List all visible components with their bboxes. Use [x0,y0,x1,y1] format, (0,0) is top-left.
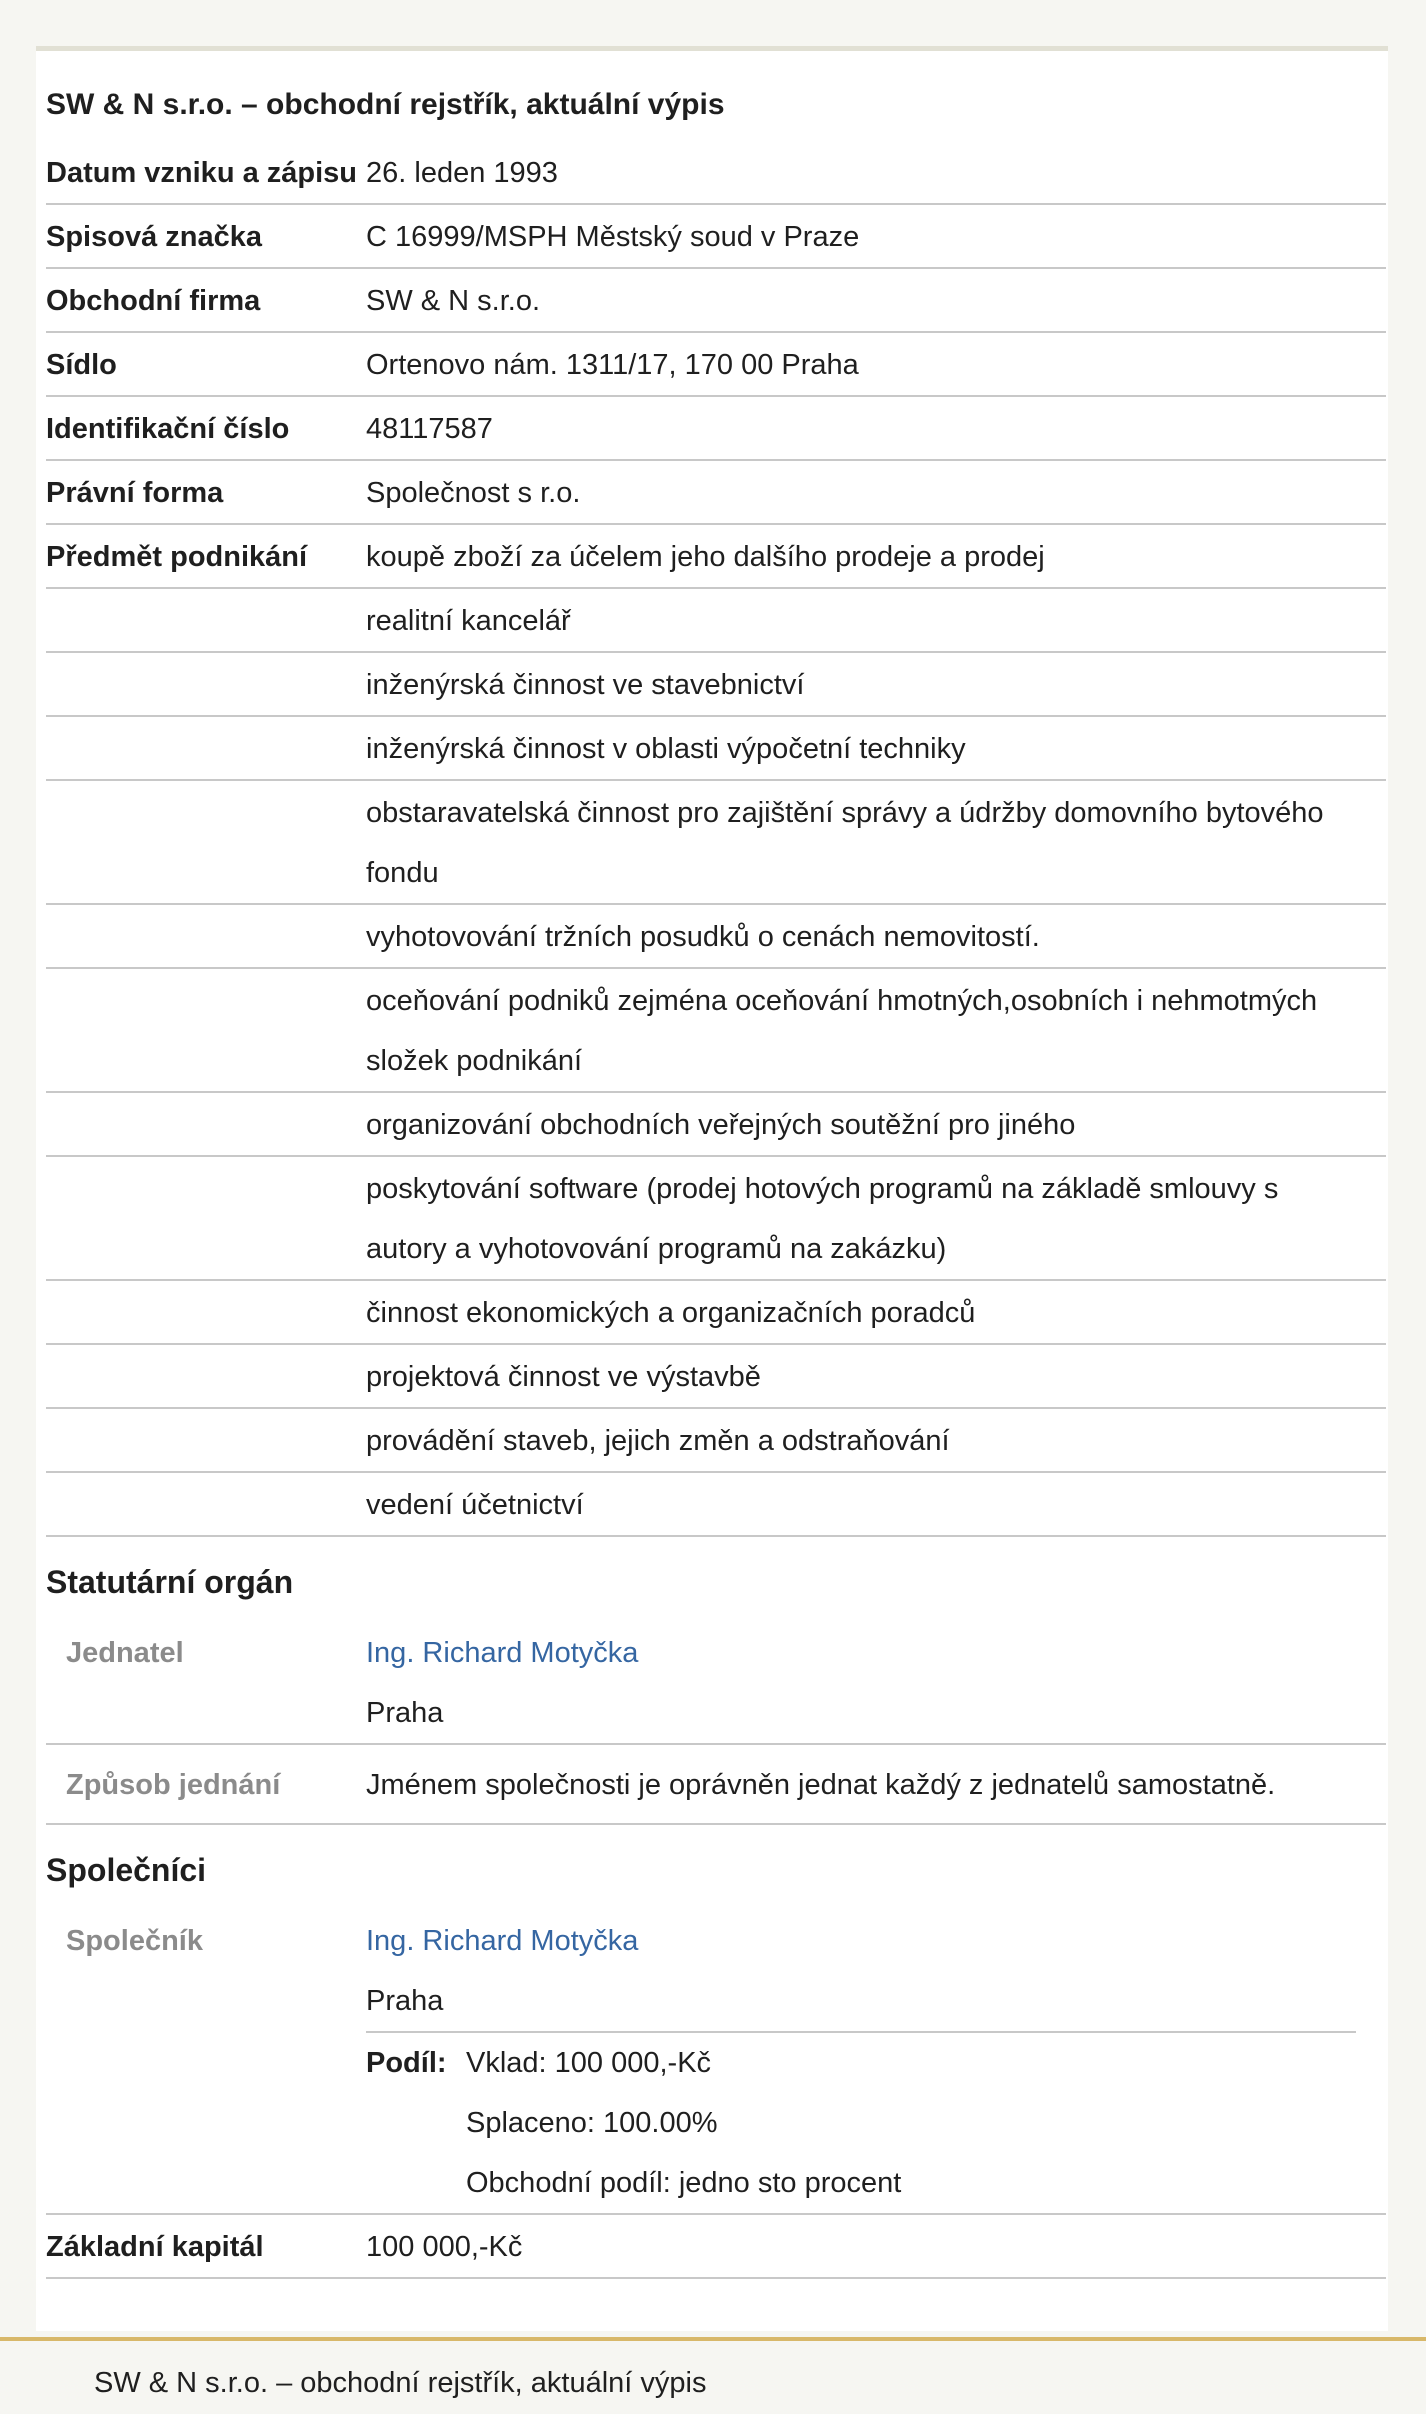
list-item: obstaravatelská činnost pro zajištění správy a údržby domovního bytového fondu [366,797,1324,889]
section-title-spolecnici: Společníci [46,1852,207,1888]
spolecnik-label: Společník [66,1925,203,1957]
row-label-empty [46,717,366,779]
spolecnik-city: Praha [366,1985,444,2017]
zpusob-value: Jménem společnosti je oprávněn jednat každý z jednatelů samostatně. [366,1769,1276,1801]
row-predmet [46,1281,1386,1345]
row-predmet [46,905,1386,969]
list-item: činnost ekonomických a organizačních poradců [366,1297,976,1329]
row-value: 26. leden 1993 [366,157,558,189]
row-predmet [46,525,1386,589]
list-item: organizování obchodních veřejných soutěžní pro jiného [366,1109,1076,1141]
list-item: inženýrská činnost v oblasti výpočetní techniky [366,733,966,765]
page-title: SW & N s.r.o. – obchodní rejstřík, aktuální výpis [46,88,725,121]
row-label: Předmět podnikání [46,541,308,573]
row-predmet [46,1093,1386,1157]
row-predmet [46,1473,1386,1537]
row-value: SW & N s.r.o. [366,285,541,317]
list-item: koupě zboží za účelem jeho dalšího prodeje a prodej [366,541,1045,573]
row-label-empty [46,589,366,651]
row-label-empty [46,1473,366,1535]
row-jednatel [46,1621,1386,1745]
jednatel-label: Jednatel [66,1637,184,1669]
section-title-statutarni: Statutární orgán [46,1564,294,1600]
footer [0,2337,1426,2414]
row-predmet [46,717,1386,781]
row-label: Datum vzniku a zápisu [46,157,358,189]
row-predmet [46,1345,1386,1409]
row-firma [46,269,1386,333]
list-item: provádění staveb, jejich změn a odstraňování [366,1425,950,1457]
list-item: inženýrská činnost ve stavebnictví [366,669,805,701]
jednatel-city: Praha [366,1697,444,1729]
list-item: projektová činnost ve výstavbě [366,1361,761,1393]
row-spisova [46,205,1386,269]
row-label-empty [46,1157,366,1279]
row-label-empty [46,1281,366,1343]
row-pravni-forma [46,461,1386,525]
list-item: poskytování software (prodej hotových programů na základě smlouvy s autory a vyhotovování programů na zakázku) [366,1173,1279,1265]
row-predmet [46,1409,1386,1473]
row-label: Identifikační číslo [46,413,290,445]
row-value: Společnost s r.o. [366,477,581,509]
vklad: Vklad: 100 000,-Kč [466,2047,712,2079]
register-content [46,51,1386,2279]
footer-title: SW & N s.r.o. – obchodní rejstřík, aktuální výpis [94,2367,707,2399]
row-value: C 16999/MSPH Městský soud v Praze [366,221,860,253]
list-item: vyhotovování tržních posudků o cenách nemovitostí. [366,921,1040,953]
row-datum [46,141,1386,205]
jednatel-name-link[interactable]: Ing. Richard Motyčka [366,1637,639,1669]
row-predmet [46,653,1386,717]
row-value: Ortenovo nám. 1311/17, 170 00 Praha [366,349,859,381]
row-label-empty [46,969,366,1091]
splaceno: Splaceno: 100.00% [466,2107,718,2139]
row-label-empty [46,653,366,715]
list-item: vedení účetnictví [366,1489,584,1521]
row-value: 48117587 [366,413,493,445]
row-zpusob-jednani [46,1745,1386,1825]
row-label: Sídlo [46,349,117,381]
jednatel-value [366,1621,1386,1743]
obchodni-podil: Obchodní podíl: jedno sto procent [466,2167,902,2199]
register-panel [36,46,1388,2331]
row-predmet [46,589,1386,653]
zpusob-label: Způsob jednání [66,1769,281,1801]
row-label: Obchodní firma [46,285,261,317]
row-predmet [46,969,1386,1093]
row-label: Spisová značka [46,221,262,253]
row-sidlo [46,333,1386,397]
row-zakladni-kapital [46,2215,1386,2279]
podil-lines [466,2033,1356,2213]
row-label-empty [46,1345,366,1407]
spolecnik-value [366,1909,1386,2213]
row-label-empty [46,905,366,967]
row-label-empty [46,781,366,903]
row-predmet [46,781,1386,905]
podil-label: Podíl: [366,2047,447,2079]
list-item: oceňování podniků zejména oceňování hmotných,osobních i nehmotmých složek podnikání [366,985,1318,1077]
row-predmet [46,1157,1386,1281]
row-label-empty [46,1093,366,1155]
row-label-empty [46,1409,366,1471]
spolecnik-name-link[interactable]: Ing. Richard Motyčka [366,1925,639,1957]
row-label: Právní forma [46,477,224,509]
list-item: realitní kancelář [366,605,571,637]
row-value: 100 000,-Kč [366,2231,523,2263]
row-spolecnik [46,1909,1386,2215]
podil-block [366,2031,1356,2213]
row-label: Základní kapitál [46,2231,264,2263]
row-ico [46,397,1386,461]
